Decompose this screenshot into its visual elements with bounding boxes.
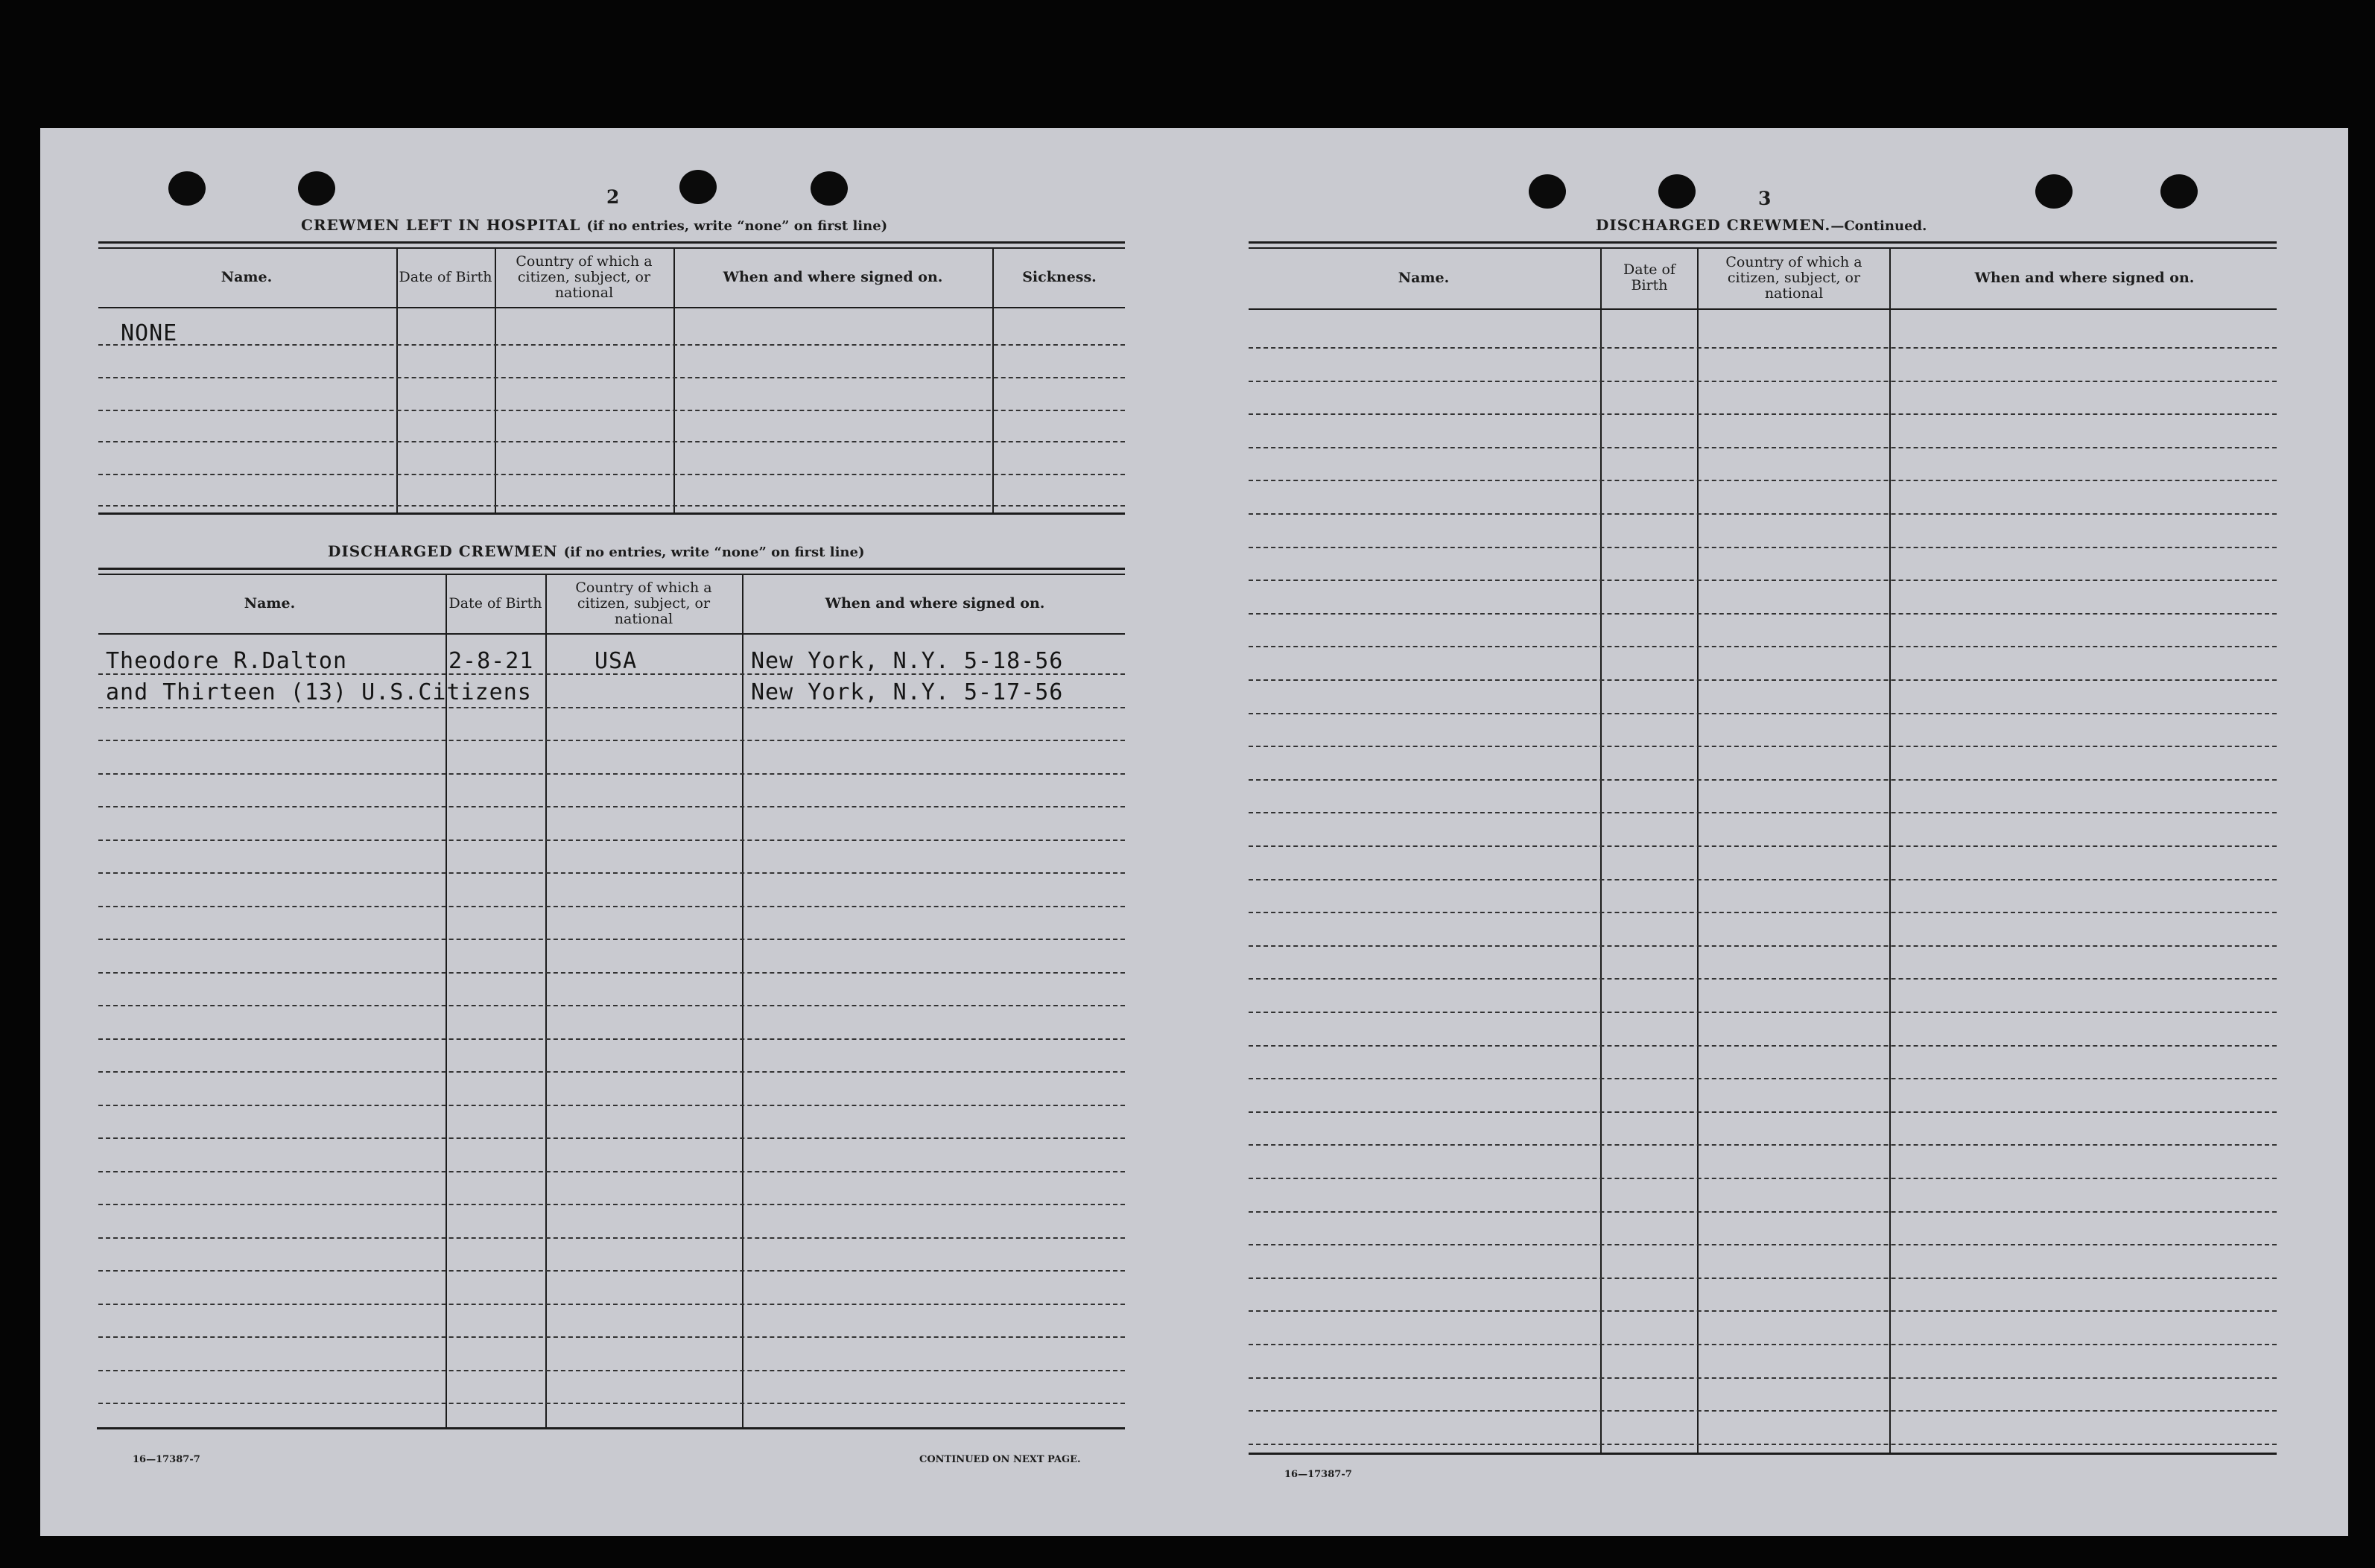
- entry-line: [1249, 812, 2277, 813]
- entry-line: [98, 872, 1125, 874]
- col-name: Name.: [244, 594, 296, 612]
- entry-line: [1249, 713, 2277, 714]
- form-number: 16—17387-7: [133, 1454, 200, 1465]
- entry-line: [98, 1336, 1125, 1338]
- punch-hole: [679, 170, 717, 204]
- entry-line: [1249, 1344, 2277, 1345]
- entry-line: [98, 377, 1125, 378]
- page-number: 2: [606, 186, 620, 208]
- entry-line: [1249, 1178, 2277, 1179]
- col-signed-on: When and where signed on.: [825, 594, 1045, 612]
- entry-line: [1249, 1410, 2277, 1412]
- rule: [1249, 308, 2277, 310]
- entry-line: [98, 773, 1125, 775]
- discharged-title-note: (if no entries, write “none” on first line): [563, 545, 865, 560]
- rule: [97, 1427, 1125, 1429]
- col-divider: [1889, 249, 1891, 1453]
- entry-line: [98, 505, 1125, 507]
- entry-line: [1249, 447, 2277, 448]
- discharged-title-text: DISCHARGED CREWMEN: [328, 542, 558, 560]
- punch-hole: [1529, 174, 1566, 209]
- hospital-entry-none: NONE: [121, 320, 178, 346]
- row1-dob: 2-8-21: [448, 648, 534, 674]
- rule: [98, 307, 1125, 308]
- entry-line: [98, 1237, 1125, 1239]
- rule: [98, 241, 1125, 244]
- discharged-continued-text: DISCHARGED CREWMEN.: [1596, 216, 1831, 234]
- discharged-section-title: [328, 542, 864, 560]
- discharged-continued-title: [1596, 216, 1927, 234]
- entry-line: [98, 1005, 1125, 1006]
- hospital-title-note: (if no entries, write “none” on first line): [586, 218, 888, 234]
- entry-line: [1249, 547, 2277, 548]
- row1-name: Theodore R.Dalton: [106, 648, 348, 674]
- col-signed-on: When and where signed on.: [1974, 269, 2195, 286]
- page-number: 3: [1758, 188, 1772, 209]
- entry-line: [1249, 613, 2277, 615]
- col-divider: [1600, 249, 1602, 1453]
- rule: [98, 512, 1125, 515]
- entry-line: [98, 441, 1125, 442]
- entry-line: [1249, 912, 2277, 913]
- hospital-section-title: [301, 216, 887, 234]
- entry-line: [1249, 845, 2277, 847]
- entry-line: [1249, 746, 2277, 747]
- entry-line: [1249, 347, 2277, 349]
- col-name: Name.: [221, 268, 273, 285]
- row1-country: USA: [594, 648, 638, 674]
- entry-line: [98, 1105, 1125, 1106]
- entry-line: [1249, 1045, 2277, 1047]
- entry-line: [98, 707, 1125, 708]
- entry-line: [1249, 1377, 2277, 1379]
- form-number: 16—17387-7: [1284, 1469, 1352, 1480]
- entry-line: [98, 906, 1125, 907]
- entry-line: [1249, 1078, 2277, 1079]
- entry-line: [1249, 1012, 2277, 1013]
- entry-line: [1249, 513, 2277, 515]
- rule: [98, 568, 1125, 570]
- col-country: Country of which a citizen, subject, or national: [575, 579, 712, 627]
- entry-line: [1249, 480, 2277, 481]
- entry-line: [1249, 879, 2277, 880]
- entry-line: [98, 839, 1125, 841]
- entry-line: [98, 740, 1125, 741]
- hospital-title-text: CREWMEN LEFT IN HOSPITAL: [301, 216, 581, 234]
- document-sheet: [40, 128, 2348, 1536]
- col-sickness: Sickness.: [1022, 268, 1097, 285]
- col-signed-on: When and where signed on.: [723, 268, 943, 285]
- entry-line: [1249, 945, 2277, 947]
- rule: [1249, 241, 2277, 244]
- rule: [98, 633, 1125, 635]
- entry-line: [98, 1137, 1125, 1139]
- entry-line: [1249, 679, 2277, 681]
- continued-note: CONTINUED ON NEXT PAGE.: [919, 1454, 1081, 1465]
- col-name: Name.: [1398, 269, 1450, 286]
- col-country: Country of which a citizen, subject, or national: [1725, 253, 1862, 302]
- row2-signed-on: New York, N.Y. 5-17-56: [751, 679, 1064, 705]
- entry-line: [98, 1403, 1125, 1404]
- punch-hole: [2035, 174, 2073, 209]
- entry-line: [98, 1270, 1125, 1272]
- col-divider: [742, 575, 743, 1427]
- entry-line: [1249, 1211, 2277, 1213]
- entry-line: [1249, 1111, 2277, 1113]
- entry-line: [98, 1204, 1125, 1205]
- col-date-of-birth: Date of Birth: [399, 268, 492, 285]
- entry-line: [98, 1071, 1125, 1073]
- punch-hole: [2160, 174, 2198, 209]
- entry-line: [98, 972, 1125, 974]
- rule: [1249, 1453, 2277, 1455]
- row1-signed-on: New York, N.Y. 5-18-56: [751, 648, 1064, 674]
- col-divider: [545, 575, 547, 1427]
- entry-line: [1249, 1277, 2277, 1279]
- col-date-of-birth: Date of Birth: [1623, 261, 1675, 293]
- entry-line: [98, 806, 1125, 807]
- punch-hole: [298, 171, 335, 206]
- entry-line: [98, 1304, 1125, 1305]
- entry-line: [1249, 1144, 2277, 1146]
- entry-line: [98, 1370, 1125, 1371]
- entry-line: [1249, 413, 2277, 415]
- entry-line: [1249, 580, 2277, 581]
- row2-name: and Thirteen (13) U.S.Citizens: [106, 679, 532, 705]
- entry-line: [98, 1171, 1125, 1172]
- entry-line: [1249, 1244, 2277, 1245]
- punch-hole: [1658, 174, 1696, 209]
- entry-line: [98, 410, 1125, 411]
- entry-line: [1249, 978, 2277, 980]
- col-date-of-birth: Date of Birth: [448, 594, 542, 612]
- entry-line: [1249, 779, 2277, 781]
- entry-line: [98, 939, 1125, 940]
- continued-suffix: —Continued.: [1830, 218, 1927, 234]
- entry-line: [1249, 1310, 2277, 1312]
- entry-line: [98, 474, 1125, 475]
- entry-line: [98, 344, 1125, 346]
- entry-line: [1249, 646, 2277, 647]
- col-divider: [1697, 249, 1699, 1453]
- punch-hole: [168, 171, 206, 206]
- entry-line: [1249, 1444, 2277, 1445]
- entry-line: [1249, 381, 2277, 382]
- punch-hole: [811, 171, 848, 206]
- col-country: Country of which a citizen, subject, or national: [516, 253, 653, 301]
- entry-line: [98, 1038, 1125, 1040]
